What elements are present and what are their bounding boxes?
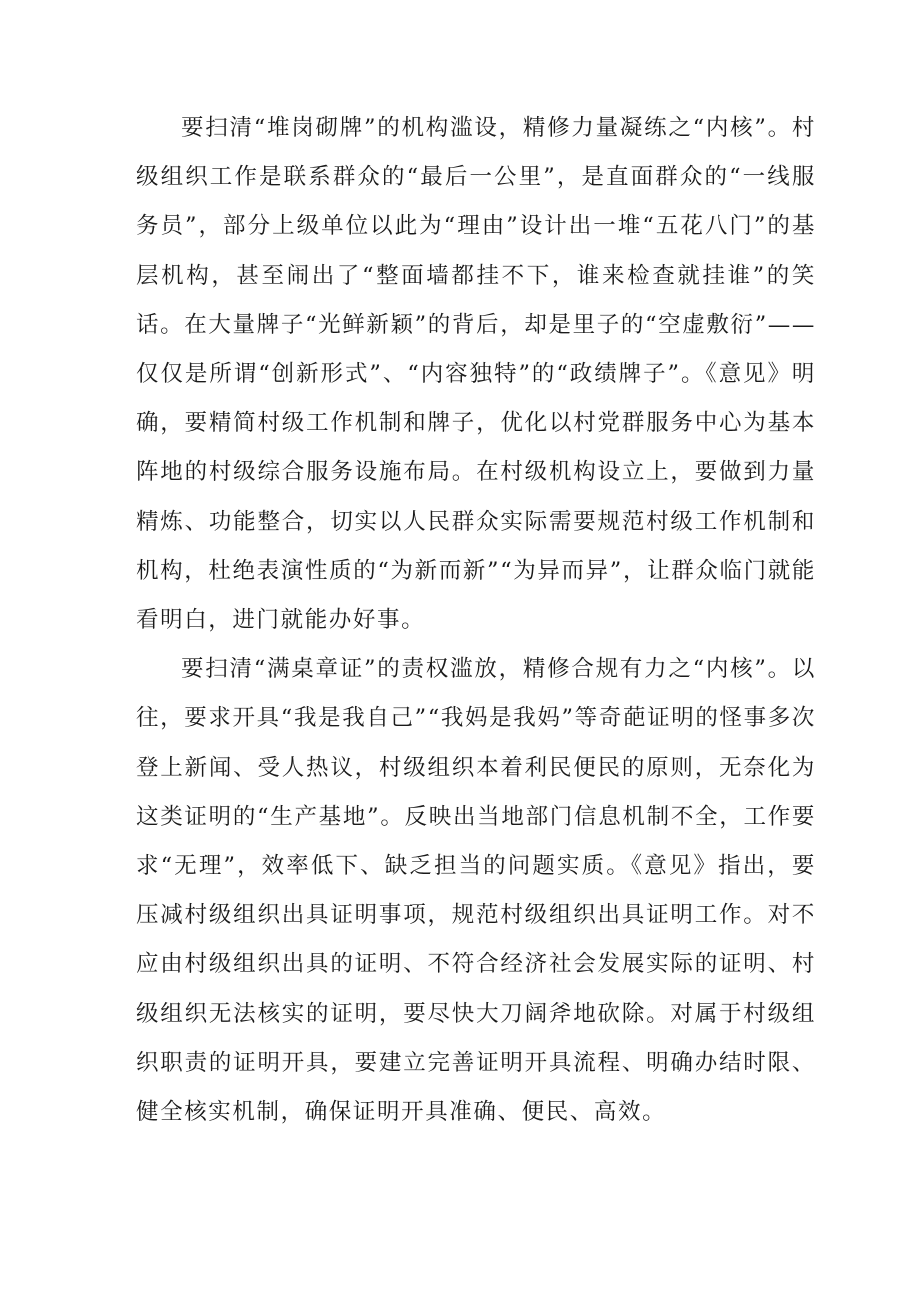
document-body xyxy=(136,104,816,1137)
paragraph-2: 要扫清“满桌章证”的责权滥放，精修合规有力之“内核”。以往，要求开具“我是我自己”“我妈是我妈”等奇葩证明的怪事多次登上新闻、受人热议，村级组织本着利民便民的原则，无奈化为这类证明的“生产基地”。反映出当地部门信息机制不全，工作要求“无理”，效率低下、缺乏担当的问题实质。《意见》指出，要压减村级组织出具证明事项，规范村级组织出具证明工作。对不应由村级组织出具的证明、不符合经济社会发展实际的证明、村级组织无法核实的证明，要尽快大刀阔斧地砍除。对属于村级组织职责的证明开具，要建立完善证明开具流程、明确办结时限、健全核实机制，确保证明开具准确、便民、高效。 xyxy=(136,656,816,1126)
paragraph-1: 要扫清“堆岗砌牌”的机构滥设，精修力量凝练之“内核”。村级组织工作是联系群众的“最后一公里”，是直面群众的“一线服务员”，部分上级单位以此为“理由”设计出一堆“五花八门”的基层机构，甚至闹出了“整面墙都挂不下，谁来检查就挂谁”的笑话。在大量牌子“光鲜新颖”的背后，却是里子的“空虚敷衍”——仅仅是所谓“创新形式”、“内容独特”的“政绩牌子”。《意见》明确，要精简村级工作机制和牌子，优化以村党群服务中心为基本阵地的村级综合服务设施布局。在村级机构设立上，要做到力量精炼、功能整合，切实以人民群众实际需要规范村级工作机制和机构，杜绝表演性质的“为新而新”“为异而异”，让群众临门就能看明白，进门就能办好事。 xyxy=(136,115,816,634)
